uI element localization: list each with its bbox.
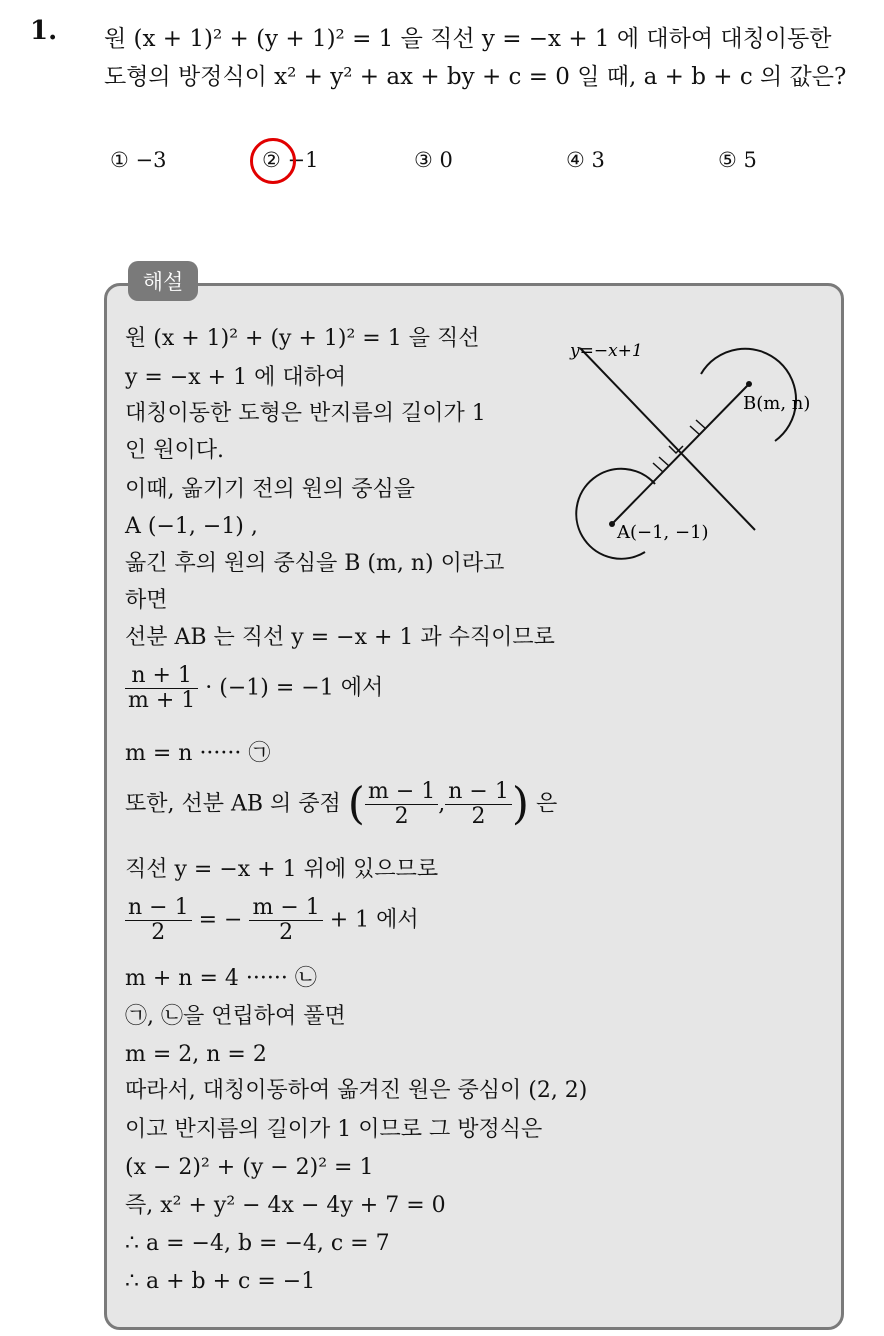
- solution-line: 이때, 옮기기 전의 원의 중심을: [125, 477, 415, 502]
- fraction-denominator: m + 1: [128, 688, 196, 714]
- choice-5[interactable]: ⑤ 5: [718, 148, 757, 172]
- point-a: [609, 521, 615, 527]
- question-number: 1.: [30, 16, 58, 46]
- fraction-denominator: 2: [151, 920, 166, 946]
- solution-line: ∴ a = −4, b = −4, c = 7: [125, 1231, 390, 1256]
- line-label: y=−x+1: [570, 341, 643, 361]
- solution-line: m + n = 4 ······ ㉡: [125, 966, 317, 991]
- selected-answer-mark: [250, 138, 296, 184]
- solution-line: 따라서, 대칭이동하여 옮겨진 원은 중심이 (2, 2): [125, 1078, 588, 1103]
- solution-line: 원 (x + 1)² + (y + 1)² = 1 을 직선: [125, 326, 480, 351]
- solution-line: 하면: [125, 588, 168, 613]
- choice-3[interactable]: ③ 0: [414, 148, 453, 172]
- solution-line: 이고 반지름의 길이가 1 이므로 그 방정식은: [125, 1117, 543, 1142]
- choice-1[interactable]: ① −3: [110, 148, 167, 172]
- tick-mark: [696, 420, 706, 429]
- solution-line: m = 2, n = 2: [125, 1042, 267, 1067]
- reflection-figure: [555, 320, 840, 570]
- fraction: [125, 664, 198, 713]
- point-b: [746, 381, 752, 387]
- solution-line: ㉠, ㉡을 연립하여 풀면: [125, 1004, 346, 1029]
- fraction: [125, 896, 192, 945]
- fraction-denominator: 2: [394, 804, 409, 830]
- solution-line: 옮긴 후의 원의 중심을 B (m, n) 이라고: [125, 551, 505, 576]
- point-a-label: A(−1, −1): [617, 522, 709, 543]
- solution-line: ∴ a + b + c = −1: [125, 1269, 316, 1294]
- solution-tag: 해설: [128, 261, 198, 301]
- solution-line: 대칭이동한 도형은 반지름의 길이가 1: [125, 401, 486, 426]
- equation-text: · (−1) = −1 에서: [205, 675, 384, 701]
- circle-a-arc: [576, 469, 655, 559]
- solution-line: m = n ······ ㉠: [125, 741, 271, 766]
- question-text-line2: 도형의 방정식이 x² + y² + ax + by + c = 0 일 때, a + b + c 의 값은?: [104, 64, 847, 90]
- equation-text: = −: [198, 907, 243, 933]
- point-b-label: B(m, n): [743, 393, 811, 414]
- equation-text: + 1 에서: [329, 907, 419, 933]
- solution-line: 인 원이다.: [125, 438, 224, 463]
- choice-2[interactable]: ② −1: [262, 148, 319, 172]
- solution-line: 선분 AB 는 직선 y = −x + 1 과 수직이므로: [125, 625, 555, 650]
- fraction-numerator: n − 1: [445, 780, 512, 805]
- fraction-numerator: n + 1: [125, 664, 198, 689]
- question-text-line1: 원 (x + 1)² + (y + 1)² = 1 을 직선 y = −x + 1 에 대하여 대칭이동한: [104, 26, 832, 52]
- solution-line: 또한, 선분 AB 의 중점 ( $\frac{m - 1}{2}$ , $\frac{n - 1}{2}$ ) 은: [125, 778, 558, 830]
- answer-choices: [0, 148, 884, 178]
- fraction-numerator: m − 1: [249, 896, 322, 921]
- solution-line: y = −x + 1 에 대하여: [125, 365, 347, 390]
- equation-text: 은: [536, 791, 558, 817]
- choice-4[interactable]: ④ 3: [566, 148, 605, 172]
- solution-line: [125, 896, 419, 945]
- fraction: [445, 780, 512, 829]
- fraction: [249, 896, 322, 945]
- solution-line: 즉, x² + y² − 4x − 4y + 7 = 0: [125, 1193, 446, 1218]
- solution-line: 직선 y = −x + 1 위에 있으므로: [125, 857, 439, 882]
- fraction-numerator: m − 1: [365, 780, 438, 805]
- fraction-numerator: n − 1: [125, 896, 192, 921]
- tick-mark: [690, 426, 700, 435]
- fraction-denominator: 2: [279, 920, 294, 946]
- fraction: [365, 780, 438, 829]
- solution-line: (x − 2)² + (y − 2)² = 1: [125, 1155, 374, 1180]
- solution-line: [125, 664, 383, 713]
- tick-mark: [653, 463, 663, 472]
- reflection-line: [580, 348, 755, 530]
- equation-text: 또한, 선분 AB 의 중점: [125, 791, 341, 817]
- fraction-denominator: 2: [471, 804, 486, 830]
- tick-mark: [659, 457, 669, 466]
- solution-line: A (−1, −1) ,: [125, 514, 258, 539]
